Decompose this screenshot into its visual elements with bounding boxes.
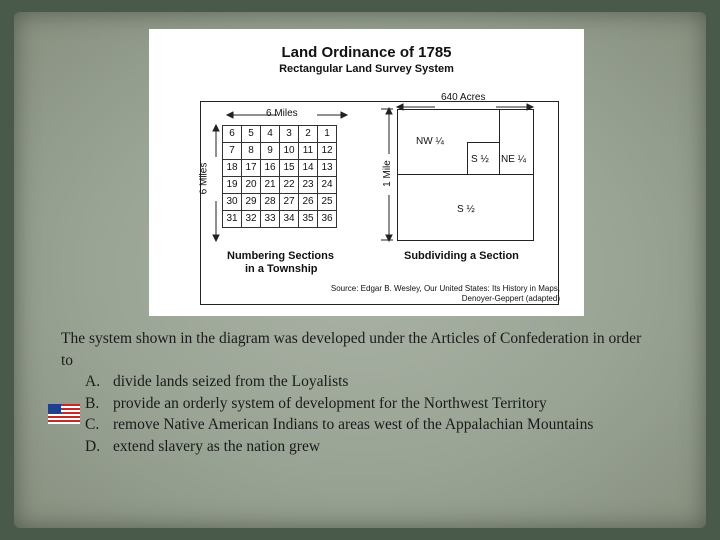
choice-letter: A. [85,373,101,390]
choice-text: extend slavery as the nation grew [113,437,321,455]
township-caption-line1: Numbering Sections [227,250,334,262]
choice-text: remove Native American Indians to areas west of the Appalachian Mountains [113,416,594,433]
nw-quarter-label: NW ¼ [416,136,444,147]
section-square [397,109,534,241]
diagram-title: Land Ordinance of 1785 [281,44,452,61]
choice-d[interactable] [85,436,651,458]
s-half-label: S ½ [457,204,475,215]
section-caption: Subdividing a Section [404,250,519,262]
ne-horizontal-divider [467,142,499,143]
choice-letter: C. [85,416,100,433]
choice-letter: B. [85,394,100,412]
choice-a[interactable] [85,371,651,393]
table-row: 18 17 16 15 14 13 [223,160,337,177]
township-height-label: 6 Miles [198,162,210,195]
table-row: 19 20 21 22 23 24 [223,177,337,194]
s-half-of-ne-label: S ½ [471,154,489,165]
ne-divider [499,110,500,174]
choice-letter: D. [85,437,101,455]
table-row: 7 8 9 10 11 12 [223,143,337,160]
choice-text: divide lands seized from the Loyalists [113,373,349,390]
table-row: 30 29 28 27 26 25 [223,194,337,211]
diagram-source [331,284,560,304]
choice-text: provide an orderly system of development for the Northwest Territory [113,394,547,412]
township-caption-line2: in a Township [245,263,318,275]
choice-c[interactable] [85,414,651,436]
section-height-label: 1 Mile [381,160,393,187]
ne-quarter-label: NE ¼ [501,154,527,165]
township-grid [222,125,337,228]
choice-b[interactable] [85,393,651,415]
question-block [61,328,651,457]
question-stem: The system shown in the diagram was developed under the Articles of Confederation in order to [61,330,642,369]
ne-s-half-divider [467,142,468,174]
diagram-subtitle: Rectangular Land Survey System [279,63,454,75]
section-midline [398,174,533,175]
section-width-label: 640 Acres [441,92,486,103]
township-width-label: 6 Miles [266,108,298,119]
source-line1: Source: Edgar B. Wesley, Our United States: Its History in Maps, [330,284,560,293]
table-row: 6 5 4 3 2 1 [223,126,337,143]
table-row: 31 32 33 34 35 36 [223,211,337,228]
land-ordinance-diagram [149,29,584,316]
source-line2: Denoyer-Geppert (adapted) [461,294,560,303]
